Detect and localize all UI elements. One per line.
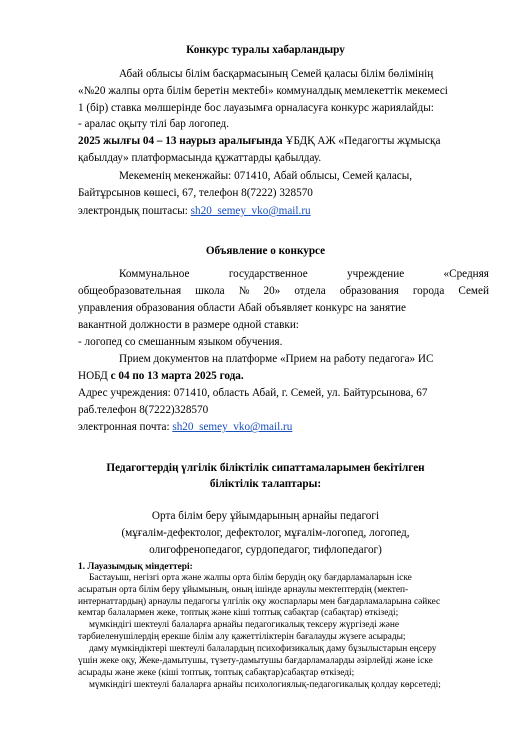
ru-email-line [78,421,292,434]
ru-word: образования [339,285,399,297]
ru-justified-line-1 [119,268,489,281]
kz-paragraph-line: қабылдау» платформасында құжаттарды қабылдау. [78,152,322,164]
req-subtitle: олигофренопедагог, сурдопедагог, тифлопедагог) [149,544,382,556]
ru-email-link[interactable]: sh20_semey_vko@mail.ru [172,421,293,433]
ru-title: Объявление о конкурсе [205,245,326,257]
ru-word: школа [195,285,225,297]
ru-word: города [412,285,445,297]
ru-dates-plain: НОБД [78,370,111,382]
ru-paragraph-line: Прием документов на платформе «Прием на работу педагога» ИС [119,353,434,365]
kz-email-line [78,205,311,218]
ru-email-label: электронная почта: [78,421,173,433]
req-subtitle: (мұғалім-дефектолог, дефектолог, мұғалім-логопед, логопед, [121,527,410,539]
req-line: үшін жеке оқу, Жеке-дамытушы, түзету-дамытушы бағдарламаларды әзірлейді және іске [78,656,433,666]
kz-paragraph-line: «№20 жалпы орта білім беретін мектебі» коммуналдық мемлекеттік мекемесі [78,85,448,97]
kz-email-label: электрондық поштасы: [78,205,191,217]
req-title: біліктілік талаптары: [209,478,322,490]
req-line: Бастауыш, негізгі орта және жалпы орта білім берудің оқу бағдарламаларын іске [89,573,412,583]
ru-word: общеобразовательная [78,285,182,297]
req-line: мүмкіндігі шектеулі балаларға арнайы педагогикалық тексеру жүргізеді және [89,620,399,630]
ru-word: «Средняя [443,268,489,280]
ru-justified-line-2 [78,285,489,298]
req-line: мүмкіндігі шектеулі балаларға арнайы психологиялық-педагогикалық қолдау көрсетеді; [89,680,441,690]
kz-dates-rest: ҰБДҚ АЖ «Педагогты жұмысқа [282,135,441,147]
kz-title: Конкурс туралы хабарландыру [186,44,345,56]
req-subtitle: Орта білім беру ұйымдарының арнайы педагогі [151,510,380,522]
kz-address-line: Байтұрсынов көшесі, 67, телефон 8(7222) 328570 [78,187,313,199]
req-line: тәрбиеленушілердің ерекше білім алу қажеттіліктерін бағалауды жүзеге асырады; [78,632,406,642]
ru-paragraph-line: - логопед со смешанным языком обучения. [78,336,283,348]
req-section-heading: 1. Лауазымдық міндеттері: [78,562,193,572]
ru-word: Коммунальное [119,268,190,280]
kz-paragraph-line: Абай облысы білім басқармасының Семей қаласы білім бөлімінің [119,68,434,80]
req-line: даму мүмкіндіктері шектеулі балалардың психофизикалық даму бұзылыстарын еңсеру [89,644,437,654]
ru-word: № [238,285,250,297]
ru-word: 20» [263,285,281,297]
ru-dates-bold: с 04 по 13 марта 2025 года. [110,370,244,382]
ru-phone-line: раб.телефон 8(7222)328570 [78,404,209,416]
ru-word: учреждение [347,268,405,280]
req-title: Педагогтердің үлгілік біліктілік сипаттамаларымен бекітілген [106,462,425,474]
ru-word: отдела [294,285,326,297]
ru-paragraph-line: вакантной должности в размере одной ставки: [78,319,299,331]
kz-address-line: Мекеменің мекенжайы: 071410, Абай облысы, Семей қаласы, [119,170,413,182]
req-line: асыратын орта білім беру ұйымының, оның ішінде арнаулы мектептердің (мектеп- [78,585,409,595]
req-line: кемтар балалармен жеке, топтық және кіші топтық сабақтар (сабақтар) өткізеді; [78,608,399,618]
ru-word: государственное [228,268,308,280]
kz-dates-bold: 2025 жылғы 04 – 13 наурыз аралығында [78,135,283,147]
kz-dates-line [78,135,440,148]
ru-dates-line [78,370,244,383]
kz-paragraph-line: - аралас оқыту тілі бар логопед. [78,118,230,130]
kz-paragraph-line: 1 (бір) ставка мөлшерінде бос лауазымға орналасуға конкурс жариялайды: [78,102,434,114]
ru-address-line: Адрес учреждения: 071410, область Абай, г. Семей, ул. Байтурсынова, 67 [78,387,428,399]
ru-word: Семей [458,285,489,297]
req-line: асырады және жеке (кіші топтық, топтық сабақтар)сабақтар өткізеді; [78,668,355,678]
kz-email-link[interactable]: sh20_semey_vko@mail.ru [190,205,311,217]
ru-paragraph-line: управления образования области Абай объявляет конкурс на занятие [78,302,406,314]
req-line: интернаттардың) арнаулы педагогы үлгілік оқу жоспарлары мен бағдарламаларына сәйкес [78,597,441,607]
